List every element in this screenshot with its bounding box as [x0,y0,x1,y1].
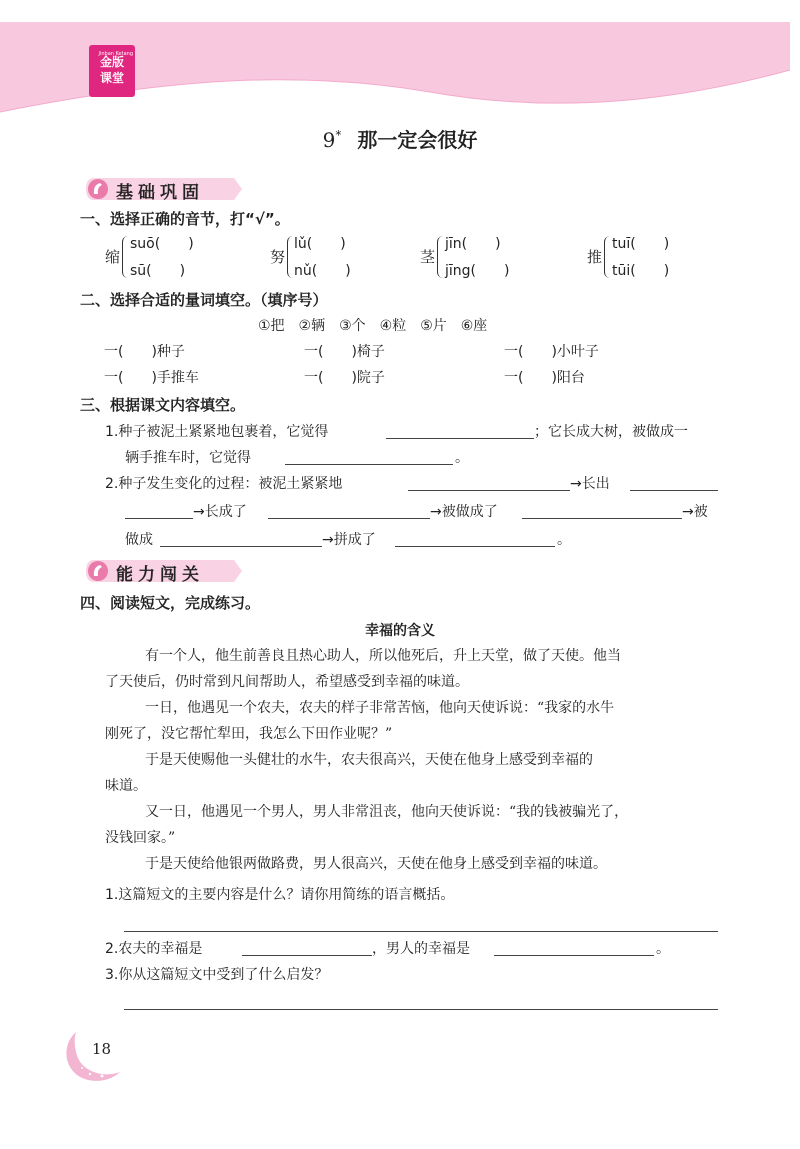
answer-line[interactable] [125,517,193,519]
brand-logo [89,45,135,97]
section-ability-label: 能力闯关 [116,565,204,585]
q3-item2-a: 2.种子发生变化的过程：被泥土紧紧地 [105,476,343,492]
q2-heading: 二、选择合适的量词填空。（填序号） [80,291,328,309]
q3-item2-c: →长成了 [193,504,247,520]
story-title: 幸福的含义 [365,623,435,639]
q1-opt-3b[interactable]: jīng( ) [445,263,510,279]
q1-heading: 一、选择正确的音节，打“√”。 [80,210,290,228]
q3-item2-g: →拼成了 [322,532,376,548]
q1-char-4: 推 [587,248,603,266]
answer-line[interactable] [408,489,570,491]
q1-opt-1b[interactable]: sū( ) [130,263,186,279]
page-number: 18 [92,1040,112,1058]
q3-item1-a: 1.种子被泥土紧紧地包裹着，它觉得 [105,424,329,440]
story-line-8: 没钱回家。” [105,830,176,846]
brace-1 [122,236,129,278]
q2-item-2[interactable]: 一( )椅子 [304,344,385,360]
story-line-2: 了天使后，仍时常到凡间帮助人，希望感受到幸福的味道。 [105,674,469,690]
lesson-number: 9 [322,128,336,152]
story-line-9: 于是天使给他银两做路费，男人很高兴，天使在他身上感受到幸福的味道。 [145,856,607,872]
q2-item-6[interactable]: 一( )阳台 [504,370,585,386]
q3-item1-d: 。 [455,450,469,466]
story-line-3: 一日，他遇见一个农夫，农夫的样子非常苦恼，他向天使诉说：“我家的水牛 [145,700,615,716]
story-line-5: 于是天使赐他一头健壮的水牛，农夫很高兴，天使在他身上感受到幸福的 [145,752,593,768]
q2-item-1[interactable]: 一( )种子 [104,344,185,360]
q3-item1-c: 辆手推车时，它觉得 [125,450,251,466]
answer-line[interactable] [386,437,534,439]
q4-sub1: 1.这篇短文的主要内容是什么？请你用简练的语言概括。 [105,887,455,903]
q4-sub2-a: 2.农夫的幸福是 [105,941,203,957]
logo-line1: 金版 [99,55,124,69]
brace-3 [437,236,444,278]
q3-item1-b: ；它长成大树，被做成一 [534,424,688,440]
q4-sub2-b: ，男人的幸福是 [372,941,470,957]
q4-sub3: 3.你从这篇短文中受到了什么启发？ [105,967,329,983]
q1-opt-4a[interactable]: tuī( ) [612,236,670,252]
q3-item2-f: 做成 [125,532,153,548]
q1-char-3: 茎 [420,248,436,266]
lesson-mark: * [335,128,342,143]
q3-item2-b: →长出 [570,476,610,492]
answer-line[interactable] [494,954,654,956]
q1-opt-1a[interactable]: suō( ) [130,236,194,252]
q4-sub2-c: 。 [656,941,670,957]
brace-2 [287,236,294,278]
q2-item-4[interactable]: 一( )手推车 [104,370,199,386]
answer-line[interactable] [395,545,555,547]
q2-options: ①把 ②辆 ③个 ④粒 ⑤片 ⑥座 [258,318,488,334]
q3-heading: 三、根据课文内容填空。 [80,396,246,414]
answer-line[interactable] [285,463,453,465]
q1-char-1: 缩 [105,248,121,266]
section-ability [84,558,244,584]
q2-item-5[interactable]: 一( )院子 [304,370,385,386]
answer-line[interactable] [160,545,322,547]
q3-item2-e: →被 [682,504,708,520]
story-line-1: 有一个人，他生前善良且热心助人，所以他死后，升上天堂，做了天使。他当 [145,648,621,664]
q1-char-2: 努 [270,248,286,266]
answer-line[interactable] [124,1008,718,1010]
q2-item-3[interactable]: 一( )小叶子 [504,344,599,360]
q4-heading: 四、阅读短文，完成练习。 [80,594,261,612]
answer-line[interactable] [242,954,372,956]
answer-line[interactable] [268,517,430,519]
lesson-title-text: 那一定会很好 [357,128,478,152]
answer-line[interactable] [522,517,682,519]
logo-line2: 课堂 [99,71,124,85]
logo-small: Jinban Ketang [98,51,133,57]
answer-line[interactable] [630,489,718,491]
q3-item2-d: →被做成了 [430,504,498,520]
q1-opt-3a[interactable]: jīn( ) [445,236,501,252]
section-basic [84,176,244,202]
brace-4 [604,236,611,278]
q3-item2-h: 。 [557,532,571,548]
lesson-title [0,124,800,153]
q1-opt-2b[interactable]: nǔ( ) [294,263,351,279]
answer-line[interactable] [124,930,718,932]
story-line-6: 味道。 [105,778,147,794]
q1-opt-4b[interactable]: tūi( ) [612,263,670,279]
story-line-7: 又一日，他遇见一个男人，男人非常沮丧，他向天使诉说：“我的钱被骗光了， [145,804,629,820]
q1-opt-2a[interactable]: lǔ( ) [294,236,346,252]
story-line-4: 刚死了，没它帮忙犁田，我怎么下田作业呢？” [105,726,393,742]
section-basic-label: 基础巩固 [116,183,204,203]
